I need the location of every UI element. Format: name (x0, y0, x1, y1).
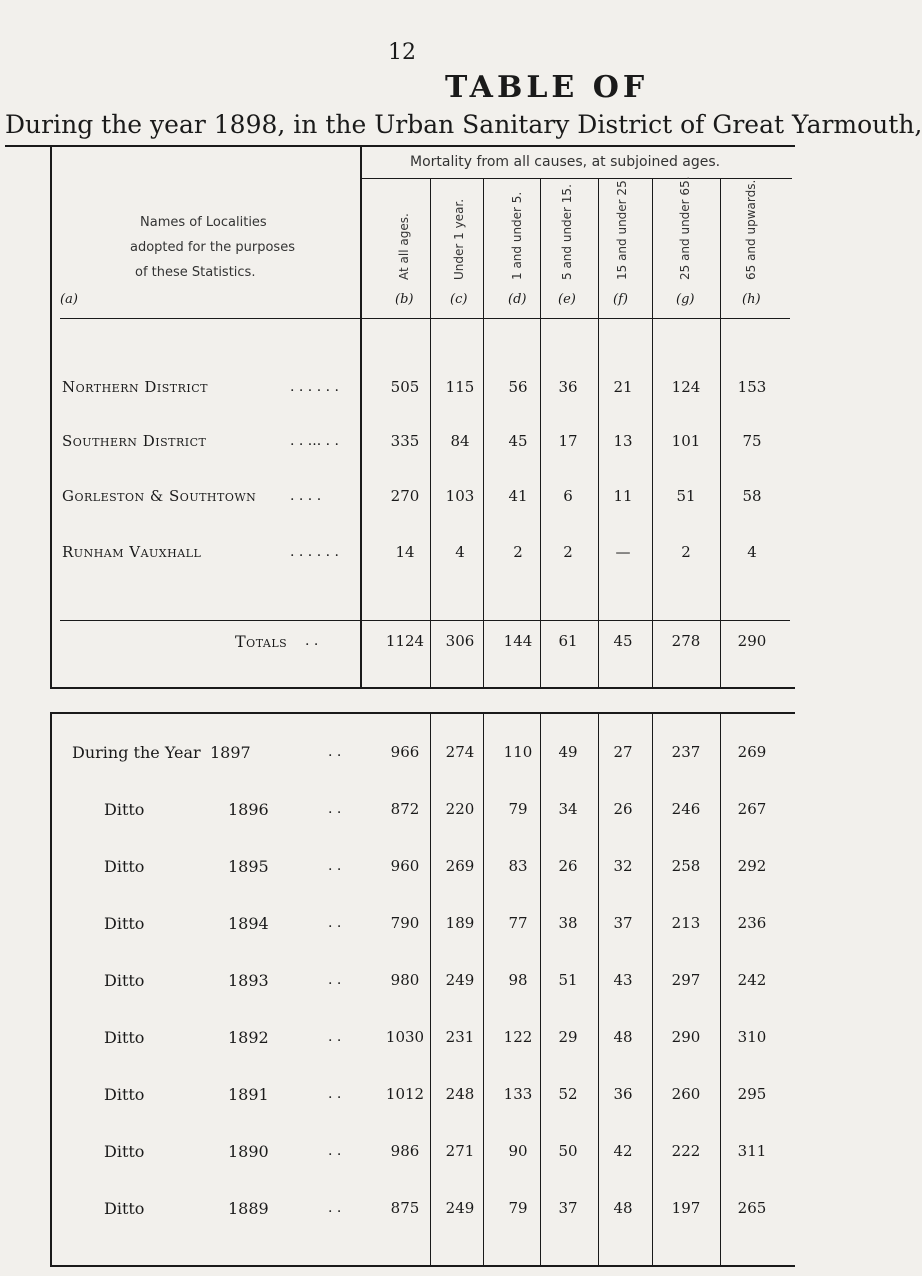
locality-dots: . . . . (290, 488, 322, 504)
column-divider (720, 179, 721, 687)
table-cell: 103 (445, 487, 475, 505)
column-header: 25 and under 65. (678, 176, 692, 280)
table-cell: 75 (742, 432, 762, 450)
table-cell: 231 (445, 1028, 475, 1046)
table-cell: 242 (737, 971, 767, 989)
year-row-label: Ditto (104, 971, 145, 990)
left-border-lower (50, 712, 52, 1267)
table-cell: 292 (737, 857, 767, 875)
locality-name: Southern District (62, 432, 207, 450)
table-cell: 237 (671, 743, 701, 761)
column-divider-lower (430, 714, 431, 1265)
table-cell: 83 (508, 857, 528, 875)
table-cell: 270 (390, 487, 420, 505)
locality-dots: . . ... . . (290, 433, 339, 449)
bottom-rule (50, 1265, 795, 1267)
table-cell: 2 (513, 543, 523, 561)
locality-letter: (a) (60, 292, 78, 307)
table-subheading: During the year 1898, in the Urban Sanitary District of Great Yarmouth, (5, 110, 922, 139)
locality-header-line-3: of these Statistics. (135, 265, 256, 280)
table-cell: 872 (390, 800, 420, 818)
column-letter: (f) (613, 292, 628, 307)
locality-name: Runham Vauxhall (62, 543, 202, 561)
table-cell: 26 (558, 857, 578, 875)
table-cell: 2 (563, 543, 573, 561)
year-row-label: Ditto (104, 857, 145, 876)
page-number: 12 (388, 40, 416, 65)
group-header-rule (362, 178, 792, 179)
section-rule-2 (50, 712, 795, 714)
table-cell: 42 (613, 1142, 633, 1160)
table-cell: 274 (445, 743, 475, 761)
table-cell: 213 (671, 914, 701, 932)
table-cell: 189 (445, 914, 475, 932)
table-cell: 26 (613, 800, 633, 818)
year-row-year: 1891 (228, 1085, 269, 1104)
year-row-year: 1895 (228, 857, 269, 876)
table-cell: 1012 (385, 1085, 425, 1103)
year-row-dots: . . (328, 744, 342, 760)
table-cell: 960 (390, 857, 420, 875)
table-cell: 248 (445, 1085, 475, 1103)
table-cell: 17 (558, 432, 578, 450)
table-cell: 269 (737, 743, 767, 761)
column-divider (430, 179, 431, 687)
totals-cell: 61 (558, 632, 578, 650)
table-cell: 1030 (385, 1028, 425, 1046)
table-cell: 79 (508, 800, 528, 818)
table-cell: 153 (737, 378, 767, 396)
table-cell: 249 (445, 971, 475, 989)
table-cell: 267 (737, 800, 767, 818)
section-rule-1 (50, 687, 795, 689)
table-cell: 133 (503, 1085, 533, 1103)
column-header: At all ages. (397, 213, 411, 280)
locality-header-line-2: adopted for the purposes (130, 240, 295, 255)
table-cell: 265 (737, 1199, 767, 1217)
top-rule (5, 145, 795, 147)
column-letter: (b) (395, 292, 414, 307)
table-cell: 48 (613, 1199, 633, 1217)
table-cell: 98 (508, 971, 528, 989)
table-cell: 101 (671, 432, 701, 450)
column-divider (598, 179, 599, 687)
year-row-dots: . . (328, 1200, 342, 1216)
table-cell: 311 (737, 1142, 767, 1160)
year-row-year: 1896 (228, 800, 269, 819)
column-divider-lower (720, 714, 721, 1265)
totals-cell: 306 (445, 632, 475, 650)
table-cell: — (615, 543, 631, 561)
year-row-label: Ditto (104, 800, 145, 819)
table-cell: 249 (445, 1199, 475, 1217)
table-cell: 37 (558, 1199, 578, 1217)
totals-cell: 1124 (385, 632, 425, 650)
column-letter: (g) (676, 292, 695, 307)
table-cell: 50 (558, 1142, 578, 1160)
table-cell: 48 (613, 1028, 633, 1046)
table-cell: 295 (737, 1085, 767, 1103)
locality-header-line-1: Names of Localities (140, 215, 267, 230)
table-cell: 52 (558, 1085, 578, 1103)
table-cell: 4 (747, 543, 757, 561)
table-cell: 90 (508, 1142, 528, 1160)
year-row-dots: . . (328, 1029, 342, 1045)
year-row-year: 1889 (228, 1199, 269, 1218)
table-cell: 197 (671, 1199, 701, 1217)
totals-cell: 144 (503, 632, 533, 650)
table-cell: 4 (455, 543, 465, 561)
table-cell: 45 (508, 432, 528, 450)
totals-cell: 278 (671, 632, 701, 650)
table-cell: 14 (395, 543, 415, 561)
table-cell: 13 (613, 432, 633, 450)
totals-label: Totals (235, 632, 288, 651)
column-header: Under 1 year. (452, 198, 466, 280)
table-cell: 966 (390, 743, 420, 761)
table-cell: 260 (671, 1085, 701, 1103)
year-row-dots: . . (328, 801, 342, 817)
locality-name: Gorleston & Southtown (62, 487, 257, 505)
table-cell: 36 (558, 378, 578, 396)
column-divider-lower (483, 714, 484, 1265)
table-cell: 222 (671, 1142, 701, 1160)
table-cell: 220 (445, 800, 475, 818)
table-cell: 51 (558, 971, 578, 989)
table-cell: 290 (671, 1028, 701, 1046)
table-cell: 84 (450, 432, 470, 450)
column-divider (540, 179, 541, 687)
left-border (50, 147, 52, 687)
locality-dots: . . . . . . (290, 379, 339, 395)
table-cell: 790 (390, 914, 420, 932)
table-cell: 269 (445, 857, 475, 875)
table-cell: 37 (613, 914, 633, 932)
year-row-dots: . . (328, 858, 342, 874)
year-row-year: 1892 (228, 1028, 269, 1047)
table-cell: 34 (558, 800, 578, 818)
column-header: 15 and under 25 (615, 180, 629, 280)
year-row-dots: . . (328, 1086, 342, 1102)
column-letter: (h) (742, 292, 761, 307)
table-cell: 124 (671, 378, 701, 396)
table-cell: 49 (558, 743, 578, 761)
year-row-year: 1894 (228, 914, 269, 933)
column-letter: (d) (508, 292, 527, 307)
column-divider-lower (652, 714, 653, 1265)
table-cell: 6 (563, 487, 573, 505)
year-row-year: 1890 (228, 1142, 269, 1161)
table-cell: 27 (613, 743, 633, 761)
table-cell: 2 (681, 543, 691, 561)
table-cell: 51 (676, 487, 696, 505)
table-cell: 271 (445, 1142, 475, 1160)
column-header: 5 and under 15. (560, 184, 574, 280)
totals-cell: 290 (737, 632, 767, 650)
year-row-dots: . . (328, 915, 342, 931)
group-header: Mortality from all causes, at subjoined ages. (410, 154, 721, 170)
table-cell: 29 (558, 1028, 578, 1046)
table-cell: 58 (742, 487, 762, 505)
column-letter: (e) (558, 292, 576, 307)
table-cell: 21 (613, 378, 633, 396)
table-cell: 41 (508, 487, 528, 505)
totals-rule (60, 620, 790, 621)
table-cell: 79 (508, 1199, 528, 1217)
column-divider-lower (598, 714, 599, 1265)
table-cell: 115 (445, 378, 475, 396)
column-header: 1 and under 5. (510, 191, 524, 280)
table-cell: 110 (503, 743, 533, 761)
year-row-label: Ditto (104, 1085, 145, 1104)
table-cell: 122 (503, 1028, 533, 1046)
year-row-label: Ditto (104, 914, 145, 933)
column-divider-lower (540, 714, 541, 1265)
table-cell: 980 (390, 971, 420, 989)
totals-cell: 45 (613, 632, 633, 650)
table-cell: 310 (737, 1028, 767, 1046)
year-row-year: 1893 (228, 971, 269, 990)
table-cell: 36 (613, 1085, 633, 1103)
table-cell: 505 (390, 378, 420, 396)
year-row-year: 1897 (210, 743, 251, 762)
table-heading: TABLE OF (445, 70, 649, 105)
locality-dots: . . . . . . (290, 544, 339, 560)
year-row-dots: . . (328, 1143, 342, 1159)
column-divider (483, 179, 484, 687)
table-cell: 11 (613, 487, 633, 505)
year-row-label: Ditto (104, 1028, 145, 1047)
table-cell: 77 (508, 914, 528, 932)
table-cell: 986 (390, 1142, 420, 1160)
header-bottom-rule (60, 318, 790, 319)
table-cell: 258 (671, 857, 701, 875)
column-letter: (c) (450, 292, 468, 307)
table-cell: 297 (671, 971, 701, 989)
table-cell: 43 (613, 971, 633, 989)
table-cell: 56 (508, 378, 528, 396)
column-header: 65 and upwards. (744, 179, 758, 280)
locality-name: Northern District (62, 378, 208, 396)
year-row-dots: . . (328, 972, 342, 988)
column-divider (652, 179, 653, 687)
year-row-label: During the Year (72, 743, 201, 762)
table-cell: 335 (390, 432, 420, 450)
table-cell: 875 (390, 1199, 420, 1217)
table-cell: 236 (737, 914, 767, 932)
totals-dots: . . (305, 633, 319, 649)
year-row-label: Ditto (104, 1199, 145, 1218)
table-cell: 38 (558, 914, 578, 932)
year-row-label: Ditto (104, 1142, 145, 1161)
table-cell: 32 (613, 857, 633, 875)
locality-divider (360, 147, 362, 687)
table-cell: 246 (671, 800, 701, 818)
